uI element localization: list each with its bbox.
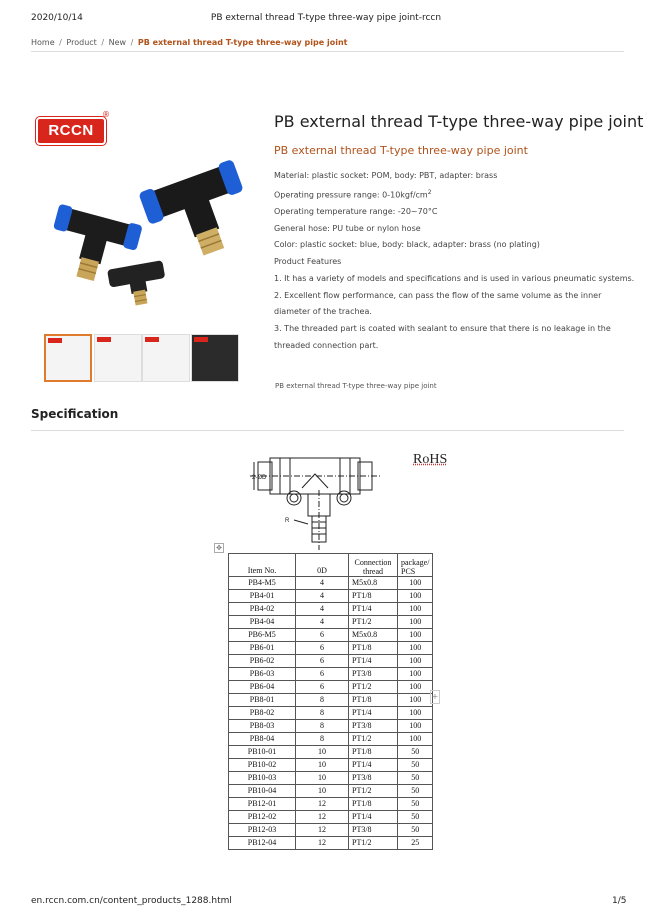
breadcrumb [31, 38, 347, 47]
cell-thread: PT1/4 [349, 655, 398, 668]
cell-package: 100 [398, 733, 433, 746]
cell-od: 8 [296, 720, 349, 733]
cell-od: 10 [296, 759, 349, 772]
rccn-logo: RCCN [36, 117, 106, 145]
cell-item-no: PB6-M5 [229, 629, 296, 642]
print-date: 2020/10/14 [31, 13, 83, 23]
feature-3: 3. The threaded part is coated with sealant to ensure that there is no leakage in the threaded connection part. [274, 323, 611, 350]
cell-od: 6 [296, 642, 349, 655]
cell-od: 4 [296, 616, 349, 629]
cell-package: 50 [398, 772, 433, 785]
cell-od: 6 [296, 655, 349, 668]
breadcrumb-new[interactable]: New [108, 38, 127, 47]
cell-item-no: PB4-02 [229, 603, 296, 616]
table-row [229, 681, 433, 694]
breadcrumb-sep: / [59, 38, 62, 47]
thumbnail-2[interactable] [94, 334, 142, 382]
cell-package: 25 [398, 837, 433, 850]
cell-item-no: PB6-02 [229, 655, 296, 668]
table-row [229, 772, 433, 785]
table-row [229, 837, 433, 850]
cell-od: 4 [296, 603, 349, 616]
print-footer-url: en.rccn.com.cn/content_products_1288.html [31, 896, 232, 906]
cell-thread: PT1/8 [349, 642, 398, 655]
rohs-label: RoHS [413, 452, 448, 467]
cell-od: 12 [296, 837, 349, 850]
cell-package: 100 [398, 720, 433, 733]
table-row [229, 746, 433, 759]
cell-od: 10 [296, 785, 349, 798]
cell-od: 12 [296, 811, 349, 824]
thumbnail-1[interactable] [44, 334, 92, 382]
cell-thread: PT1/2 [349, 837, 398, 850]
breadcrumb-sep: / [130, 38, 134, 47]
cell-thread: PT1/2 [349, 733, 398, 746]
cell-od: 6 [296, 668, 349, 681]
cell-item-no: PB4-01 [229, 590, 296, 603]
cell-package: 50 [398, 824, 433, 837]
cell-item-no: PB6-01 [229, 642, 296, 655]
features-heading: Product Features [274, 257, 342, 267]
cell-package: 100 [398, 603, 433, 616]
breadcrumb-divider [31, 51, 624, 52]
tee-fittings-photo-icon [30, 104, 252, 326]
cell-thread: PT3/8 [349, 772, 398, 785]
cell-od: 8 [296, 733, 349, 746]
cell-od: 12 [296, 824, 349, 837]
table-row [229, 668, 433, 681]
cell-item-no: PB4-04 [229, 616, 296, 629]
move-handle-icon[interactable]: ✥ [214, 543, 224, 553]
header-item-no: Item No. [229, 554, 296, 577]
table-row [229, 642, 433, 655]
cell-thread: PT1/8 [349, 590, 398, 603]
cell-od: 4 [296, 577, 349, 590]
table-row [229, 603, 433, 616]
feature-1: 1. It has a variety of models and specifications and is used in various pneumatic systems. [274, 273, 635, 283]
cell-package: 50 [398, 785, 433, 798]
cell-package: 50 [398, 759, 433, 772]
cell-od: 10 [296, 772, 349, 785]
table-row [229, 798, 433, 811]
table-row [229, 655, 433, 668]
table-row [229, 720, 433, 733]
table-row [229, 759, 433, 772]
cell-package: 100 [398, 694, 433, 707]
cell-thread: PT1/2 [349, 616, 398, 629]
table-row [229, 629, 433, 642]
table-row [229, 824, 433, 837]
product-subtitle: PB external thread T-type three-way pipe joint [274, 144, 528, 157]
cell-thread: PT1/4 [349, 603, 398, 616]
cell-item-no: PB12-03 [229, 824, 296, 837]
spec-temperature: Operating temperature range: -20~70°C [274, 207, 438, 217]
cell-package: 100 [398, 577, 433, 590]
cell-thread: M5x0.8 [349, 577, 398, 590]
print-footer-page: 1/5 [612, 896, 627, 906]
cell-package: 50 [398, 811, 433, 824]
cell-item-no: PB10-01 [229, 746, 296, 759]
cell-item-no: PB12-04 [229, 837, 296, 850]
feature-2: 2. Excellent flow performance, can pass the flow of the same volume as the inner diameter of the trachea. [274, 290, 602, 317]
table-row [229, 577, 433, 590]
breadcrumb-sep: / [101, 38, 105, 47]
thumbnail-3[interactable] [142, 334, 190, 382]
table-row [229, 707, 433, 720]
cell-od: 6 [296, 681, 349, 694]
cell-item-no: PB8-03 [229, 720, 296, 733]
cell-thread: PT1/4 [349, 707, 398, 720]
spec-color: Color: plastic socket: blue, body: black, adapter: brass (no plating) [274, 240, 540, 250]
cell-item-no: PB8-02 [229, 707, 296, 720]
header-od: 0D [296, 554, 349, 577]
cell-thread: PT3/8 [349, 668, 398, 681]
table-row [229, 785, 433, 798]
spec-pressure: Operating pressure range: $0-10kgf/cm^2$ [274, 188, 432, 200]
table-row [229, 694, 433, 707]
cell-thread: PT1/2 [349, 785, 398, 798]
cell-item-no: PB12-02 [229, 811, 296, 824]
cell-od: 6 [296, 629, 349, 642]
registered-mark: ® [102, 110, 110, 119]
table-row [229, 616, 433, 629]
cell-package: 100 [398, 668, 433, 681]
cell-package: 100 [398, 642, 433, 655]
cell-package: 100 [398, 655, 433, 668]
cell-thread: PT1/8 [349, 694, 398, 707]
cell-item-no: PB6-04 [229, 681, 296, 694]
cell-item-no: PB8-01 [229, 694, 296, 707]
tee-fitting-drawing-icon [250, 440, 380, 552]
cell-thread: PT3/8 [349, 824, 398, 837]
product-main-image[interactable] [30, 104, 252, 326]
print-title: PB external thread T-type three-way pipe joint-rccn [210, 13, 442, 23]
breadcrumb-current: PB external thread T-type three-way pipe joint [137, 38, 348, 47]
cell-item-no: PB12-01 [229, 798, 296, 811]
specification-divider [31, 430, 624, 431]
table-row [229, 811, 433, 824]
cell-thread: PT1/4 [349, 759, 398, 772]
cell-item-no: PB8-04 [229, 733, 296, 746]
spec-hose: General hose: PU tube or nylon hose [274, 223, 421, 233]
thumbnail-4[interactable] [191, 334, 239, 382]
cell-thread: PT1/8 [349, 798, 398, 811]
drawing-od-label: 2-ØD [252, 475, 267, 481]
breadcrumb-product[interactable]: Product [66, 38, 97, 47]
product-caption: PB external thread T-type three-way pipe joint [275, 382, 437, 390]
cell-package: 50 [398, 746, 433, 759]
spec-material: Material: plastic socket: POM, body: PBT, adapter: brass [274, 171, 498, 180]
cell-od: 10 [296, 746, 349, 759]
cell-item-no: PB10-02 [229, 759, 296, 772]
spec-table [228, 553, 433, 850]
cell-thread: PT1/2 [349, 681, 398, 694]
header-connection-thread: Connection thread [349, 554, 398, 577]
cell-package: 100 [398, 681, 433, 694]
cell-item-no: PB4-M5 [229, 577, 296, 590]
cell-package: 50 [398, 798, 433, 811]
cell-item-no: PB10-04 [229, 785, 296, 798]
cell-package: 100 [398, 629, 433, 642]
cell-od: 8 [296, 694, 349, 707]
product-title: PB external thread T-type three-way pipe joint [274, 112, 644, 131]
cell-package: 100 [398, 707, 433, 720]
table-row [229, 733, 433, 746]
table-row [229, 590, 433, 603]
plus-icon[interactable]: + [430, 690, 440, 704]
cell-thread: M5x0.8 [349, 629, 398, 642]
cell-item-no: PB10-03 [229, 772, 296, 785]
cell-od: 4 [296, 590, 349, 603]
product-specs [274, 168, 635, 354]
cell-od: 12 [296, 798, 349, 811]
cell-thread: PT1/8 [349, 746, 398, 759]
drawing-r-label: R [285, 518, 290, 524]
table-header-row [229, 554, 433, 577]
cell-thread: PT1/4 [349, 811, 398, 824]
cell-od: 8 [296, 707, 349, 720]
cell-package: 100 [398, 590, 433, 603]
breadcrumb-home[interactable]: Home [31, 38, 55, 47]
cell-package: 100 [398, 616, 433, 629]
cell-item-no: PB6-03 [229, 668, 296, 681]
specification-heading: Specification [31, 407, 119, 421]
header-package-pcs: package/ PCS [398, 554, 433, 577]
cell-thread: PT3/8 [349, 720, 398, 733]
